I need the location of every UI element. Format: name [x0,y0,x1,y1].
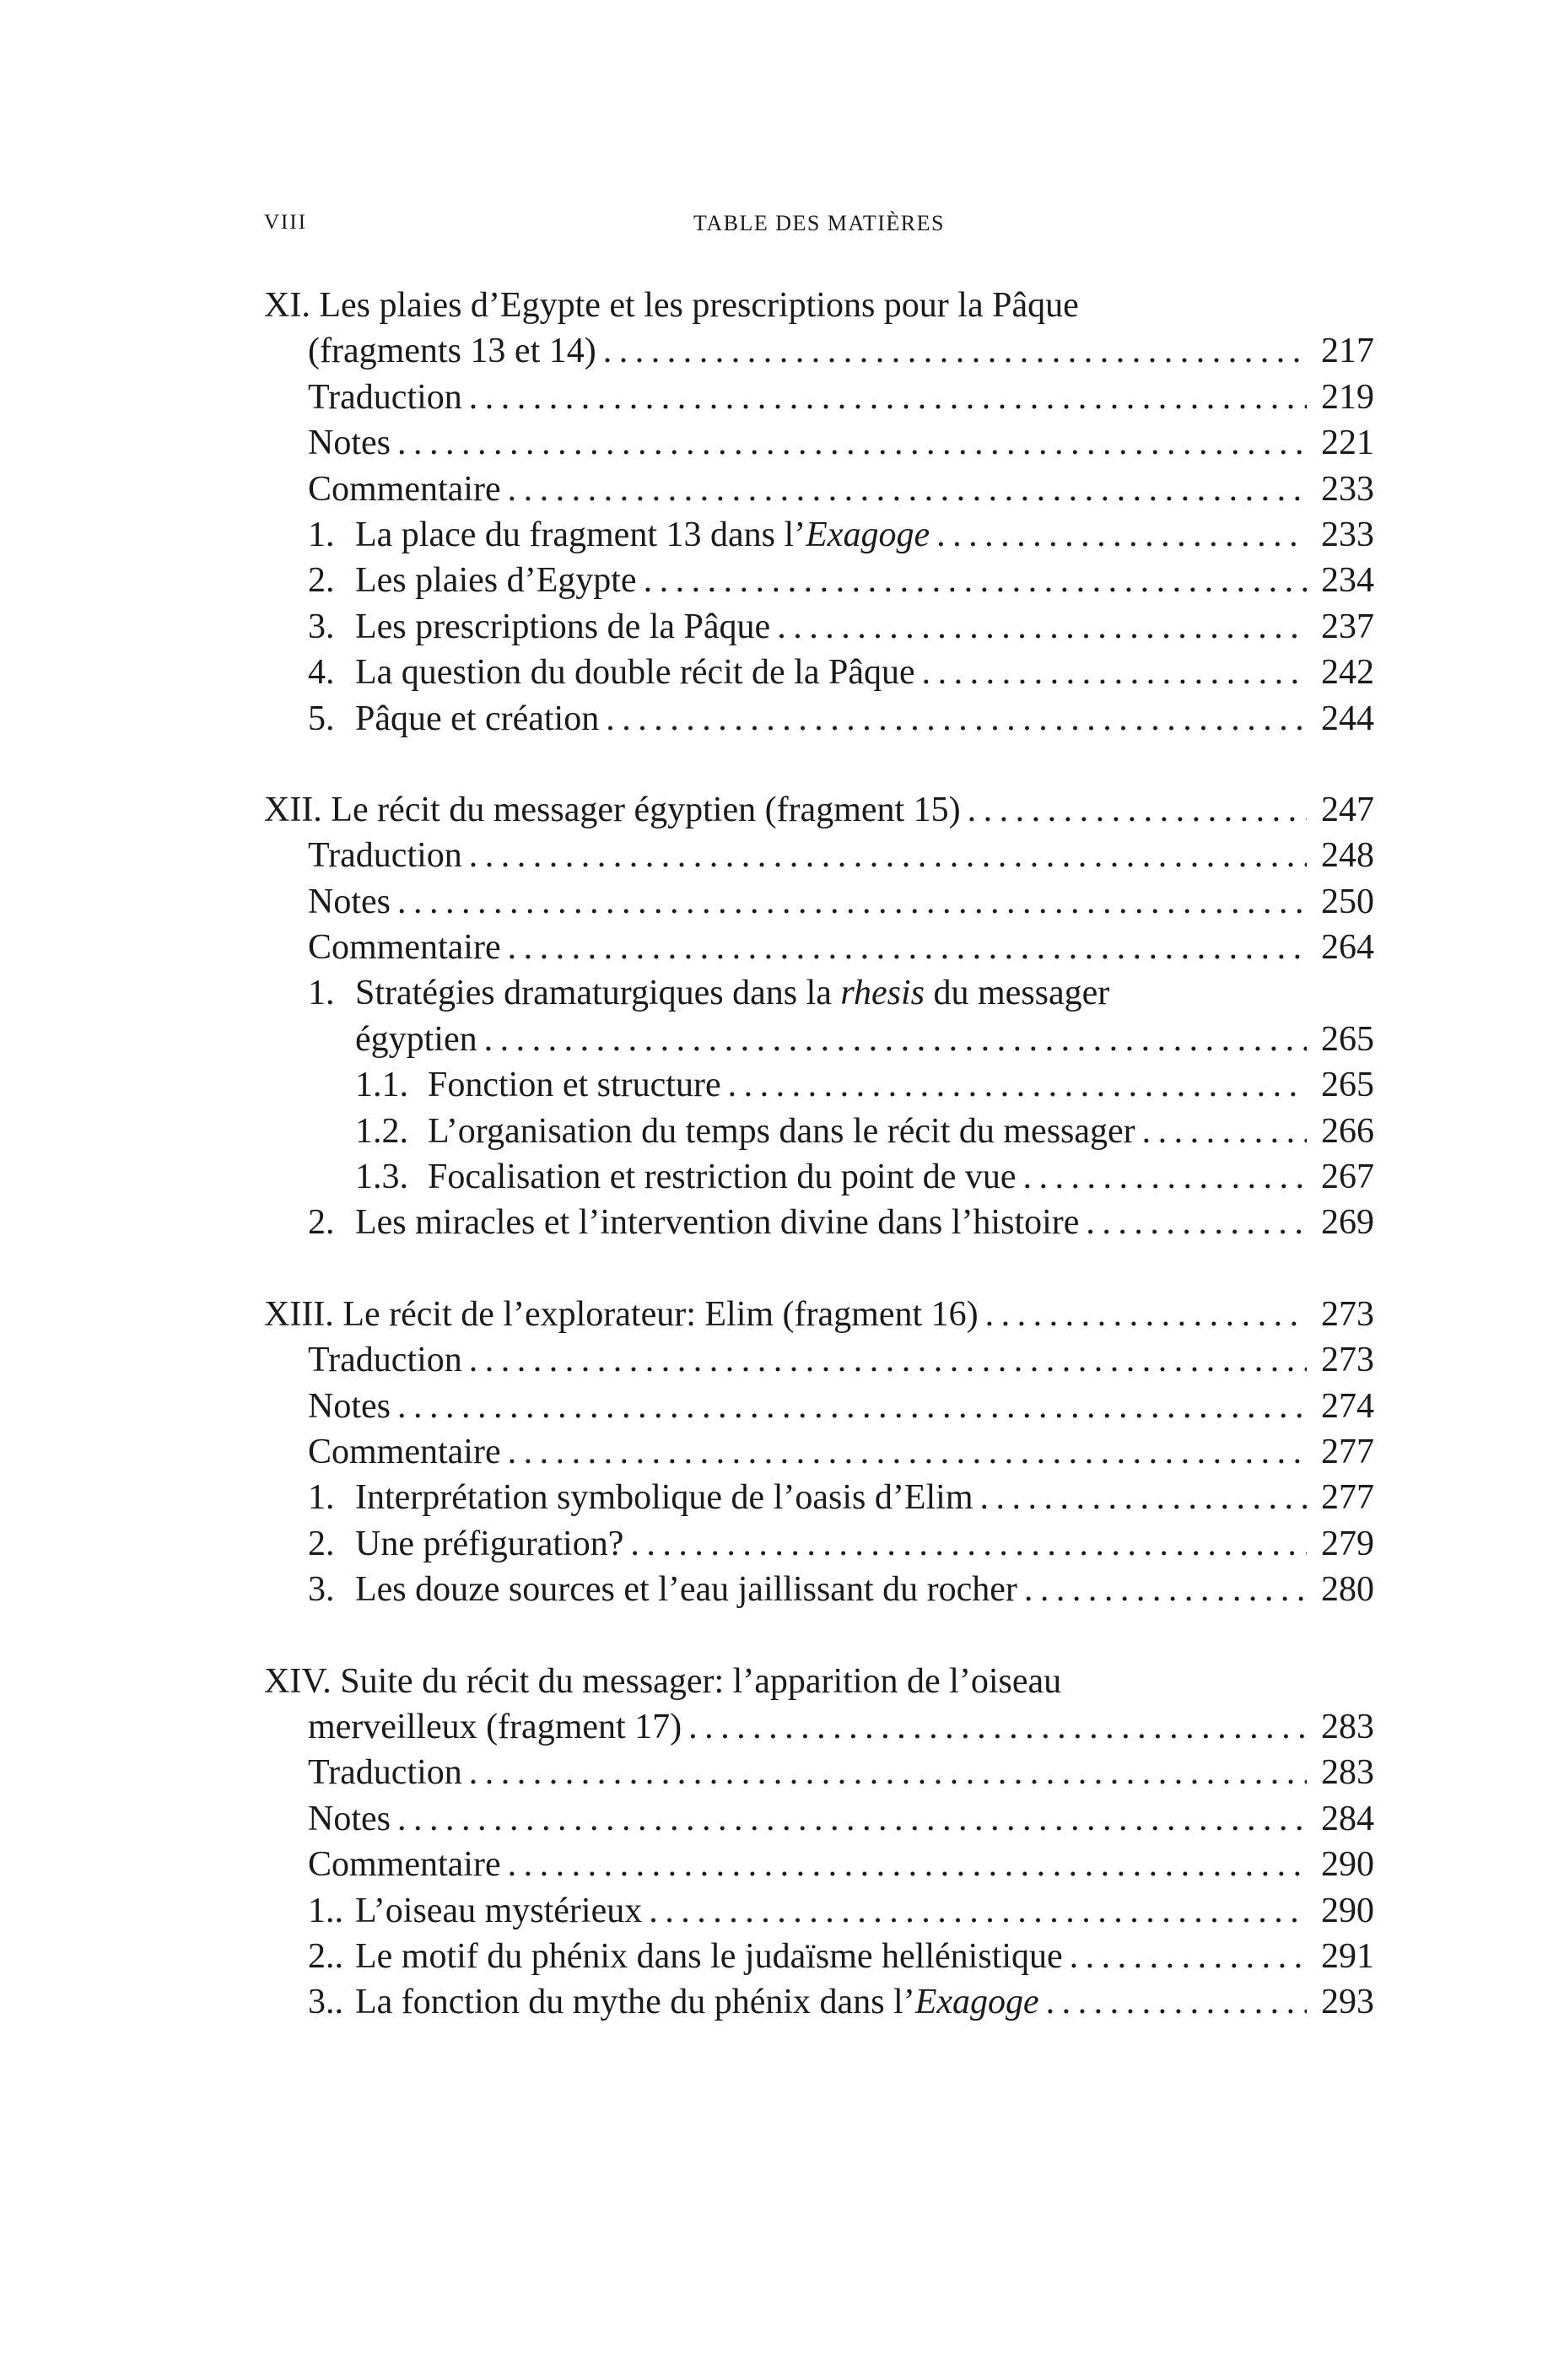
page-number: 277 [1321,1478,1374,1518]
toc-subitem: 1.3. Focalisation et restriction du point de vue . . . 267 [264,1154,1374,1200]
page-number: 250 [1321,882,1374,921]
leader-dots [469,1750,1307,1795]
page-number: 283 [1321,1753,1374,1793]
toc-item: 5. Pâque et création . . . 244 [264,696,1374,742]
toc-item: 2. Les plaies d’Egypte . . . 234 [264,558,1374,603]
leader-dots [922,650,1307,695]
page-number: 237 [1321,607,1374,646]
leader-dots [936,512,1307,558]
section-title-continuation: merveilleux (fragment 17) . . . 283 [264,1704,1374,1750]
leader-dots [649,1888,1307,1934]
leader-dots [508,925,1307,970]
leader-dots [644,558,1307,603]
page-folio: VIII [264,211,308,234]
leader-dots [603,328,1307,374]
toc-item: 3.. La fonction du mythe du phénix dans l’Exagoge . . . 293 [264,1979,1374,2025]
toc-subitem: 1.1. Fonction et structure . . . 265 [264,1062,1374,1108]
section-title: XIV. Suite du récit du messager: l’apparition de l’oiseau [264,1661,1062,1701]
toc-item: 1.. L’oiseau mystérieux . . . 290 [264,1888,1374,1934]
leader-dots [1023,1154,1307,1200]
toc-section-xiv [264,1659,1374,2026]
page-number: 267 [1321,1158,1374,1197]
toc-entry: Traduction . . . 219 [264,375,1374,420]
toc-entry: Notes . . . 250 [264,879,1374,925]
page-number: 219 [1321,377,1374,417]
toc-item: 1. Interprétation symbolique de l’oasis d’Elim . . . 277 [264,1475,1374,1520]
page-number: 234 [1321,561,1374,601]
toc-entry: Traduction . . . 283 [264,1750,1374,1795]
leader-dots [968,787,1307,833]
page-number: 284 [1321,1799,1374,1838]
page-number: 274 [1321,1386,1374,1426]
page-number: 266 [1321,1111,1374,1151]
page-number: 248 [1321,836,1374,876]
leader-dots [688,1704,1307,1750]
page-number: 233 [1321,469,1374,509]
leader-dots [606,696,1307,742]
page-number: 269 [1321,1203,1374,1243]
leader-dots [484,1017,1307,1062]
toc-item: 4. La question du double récit de la Pâque . . . 242 [264,650,1374,695]
leader-dots [469,833,1307,878]
section-title: XII. Le récit du messager égyptien (fragment 15) . . . 247 [264,787,1374,833]
page-number: 244 [1321,699,1374,738]
page-number: 290 [1321,1845,1374,1885]
toc-section-xiii [264,1292,1374,1613]
toc-entry: Commentaire . . . 233 [264,467,1374,512]
page-number: 279 [1321,1524,1374,1563]
toc-entry: Notes . . . 221 [264,420,1374,466]
leader-dots [980,1475,1308,1520]
toc-item: 1. Stratégies dramaturgiques dans la rhesis du messager [308,974,1110,1013]
leader-dots [1046,1979,1307,2025]
toc-item: 2.. Le motif du phénix dans le judaïsme hellénistique . . . 291 [264,1934,1374,1979]
leader-dots [397,879,1307,925]
toc-entry: Notes . . . 274 [264,1384,1374,1429]
toc-item: 2. Une préfiguration? . . . 279 [264,1521,1374,1567]
toc-entry: Traduction . . . 273 [264,1337,1374,1383]
leader-dots [469,1337,1307,1383]
toc-item: 2. Les miracles et l’intervention divine dans l’histoire . . . 269 [264,1200,1374,1245]
page-number: 277 [1321,1432,1374,1471]
page-number: 264 [1321,928,1374,968]
toc-section-xi [264,283,1374,742]
leader-dots [508,467,1307,512]
section-title: XI. Les plaies d’Egypte et les prescriptions pour la Pâque [264,286,1079,325]
toc-entry: Commentaire . . . 277 [264,1429,1374,1475]
toc-item: 3. Les prescriptions de la Pâque . . . 237 [264,604,1374,650]
section-title: XIII. Le récit de l’explorateur: Elim (fragment 16) . . . 273 [264,1292,1374,1337]
leader-dots [1142,1109,1307,1154]
page-number: 265 [1321,1066,1374,1105]
toc-entry: Notes . . . 284 [264,1796,1374,1842]
leader-dots [397,420,1307,466]
toc-entry: Commentaire . . . 264 [264,925,1374,970]
leader-dots [397,1796,1307,1842]
page-number: 265 [1321,1019,1374,1059]
leader-dots [469,375,1307,420]
page-number: 280 [1321,1570,1374,1610]
leader-dots [985,1292,1307,1337]
page-number: 273 [1321,1341,1374,1380]
page-number: 217 [1321,332,1374,371]
leader-dots [1070,1934,1307,1979]
page-number: 293 [1321,1983,1374,2022]
leader-dots [1086,1200,1307,1245]
page-header [264,201,1374,245]
leader-dots [508,1842,1307,1887]
toc-item: 1. La place du fragment 13 dans l’Exagoge . . . 233 [264,512,1374,558]
page-number: 283 [1321,1707,1374,1746]
section-title-continuation: (fragments 13 et 14) . . . 217 [264,328,1374,374]
leader-dots [728,1062,1307,1108]
toc-entry: Traduction . . . 248 [264,833,1374,878]
page-number: 291 [1321,1936,1374,1976]
toc-subitem: 1.2. L’organisation du temps dans le récit du messager . . . 266 [264,1109,1374,1154]
page-number: 247 [1321,790,1374,829]
table-of-contents [264,283,1374,2071]
leader-dots [1024,1567,1307,1612]
toc-entry: Commentaire . . . 290 [264,1842,1374,1887]
leader-dots [397,1384,1307,1429]
leader-dots [508,1429,1307,1475]
page-number: 221 [1321,424,1374,463]
page-number: 233 [1321,515,1374,554]
running-title: TABLE DES MATIÈRES [693,211,945,235]
page-number: 242 [1321,653,1374,693]
leader-dots [777,604,1307,650]
toc-item: 3. Les douze sources et l’eau jaillissant du rocher . . . 280 [264,1567,1374,1612]
page-number: 290 [1321,1891,1374,1930]
leader-dots [630,1521,1307,1567]
toc-section-xii [264,787,1374,1246]
toc-item-continuation: égyptien . . . 265 [264,1017,1374,1062]
page-number: 273 [1321,1294,1374,1334]
